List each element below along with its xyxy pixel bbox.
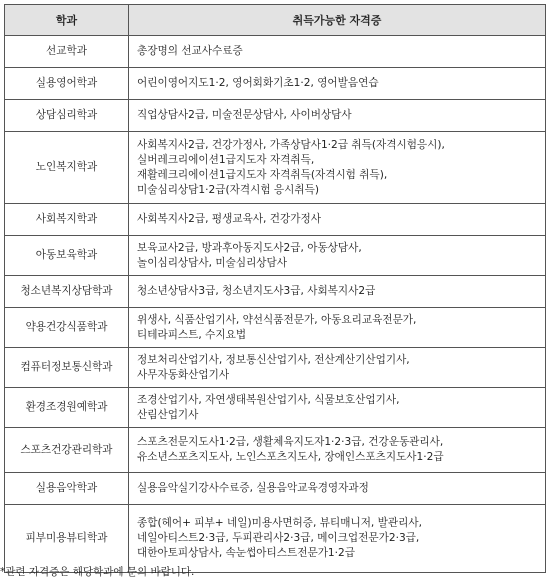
certificates-cell [129,132,546,204]
certificate-line: 유소년스포츠지도사, 노인스포츠지도사, 장애인스포츠지도사1·2급 [137,451,444,463]
certificates-cell [129,428,546,473]
certificate-table [4,4,546,573]
department-cell: 실용음악학과 [5,473,129,505]
certificate-line: 위생사, 식품산업기사, 약선식품전문가, 아동요리교육전문가, [137,313,417,326]
department-cell: 아동보육학과 [5,236,129,276]
table-row [5,276,546,308]
table-row [5,505,546,573]
department-cell: 선교학과 [5,36,129,68]
certificate-line: 대한아토피상담사, 속눈썹아티스트전문가1·2급 [137,547,356,559]
table-row [5,236,546,276]
certificate-line: 티테라피스트, 수지요법 [137,328,247,341]
department-cell: 컴퓨터정보통신학과 [5,348,129,388]
table-row [5,36,546,68]
column-header-department: 학과 [5,5,129,36]
certificate-line: 정보처리산업기사, 정보통신산업기사, 전산계산기산업기사, [137,353,410,366]
department-cell: 상담심리학과 [5,100,129,132]
table-row [5,204,546,236]
certificate-line: 직업상담사2급, 미술전문상담사, 사이버상담사 [137,109,352,121]
column-header-certificates: 취득가능한 자격증 [129,5,546,36]
certificates-cell [129,204,546,236]
certificates-cell [129,388,546,428]
certificate-line: 실용음악실기강사수료증, 실용음악교육경영자과정 [137,482,369,494]
certificate-line: 총장명의 선교사수료증 [137,45,243,57]
certificate-line: 조경산업기사, 자연생태복원산업기사, 식물보호산업기사, [137,393,400,406]
certificate-line: 청소년상담사3급, 청소년지도사3급, 사회복지사2급 [137,285,376,297]
certificates-cell [129,36,546,68]
table-row [5,428,546,473]
certificates-cell [129,100,546,132]
certificate-line: 사회복지사2급, 평생교육사, 건강가정사 [137,213,321,225]
table-row [5,348,546,388]
department-cell: 실용영어학과 [5,68,129,100]
table-row [5,388,546,428]
certificate-line: 보육교사2급, 방과후아동지도사2급, 아동상담사, [137,241,362,254]
table-row [5,100,546,132]
certificate-line: 놀이심리상담사, 미술심리상담사 [137,256,288,269]
table-row [5,68,546,100]
table-row [5,473,546,505]
department-cell: 청소년복지상담학과 [5,276,129,308]
footnote: *관련 자격증은 해당학과에 문의 바랍니다. [0,566,195,578]
certificate-line: 어린이영어지도1·2, 영어회화기초1·2, 영어발음연습 [137,77,379,89]
department-cell: 노인복지학과 [5,132,129,204]
table-row [5,308,546,348]
certificates-cell [129,236,546,276]
certificates-cell [129,505,546,573]
department-cell: 피부미용뷰티학과 [5,505,129,573]
certificate-line: 실버레크리에이션1급지도자 자격취득, [137,153,315,166]
certificate-line: 재활레크리에이션1급지도자 자격취득(자격시험 취득), [137,168,388,181]
table-body [5,36,546,573]
department-cell: 사회복지학과 [5,204,129,236]
certificates-cell [129,68,546,100]
certificates-cell [129,308,546,348]
certificate-line: 사회복지사2급, 건강가정사, 가족상담사1·2급 취득(자격시험응시), [137,138,445,151]
department-cell: 약용건강식품학과 [5,308,129,348]
certificates-cell [129,473,546,505]
certificate-line: 네일아티스트2·3급, 두피관리사2·3급, 메이크업전문가2·3급, [137,532,420,544]
certificate-line: 산림산업기사 [137,408,199,421]
certificates-cell [129,348,546,388]
certificate-line: 미술심리상담1·2급(자격시험 응시취득) [137,183,319,196]
certificate-line: 스포츠전문지도사1·2급, 생활체육지도자1·2·3급, 건강운동관리사, [137,436,444,448]
table-header-row [5,5,546,36]
table-row [5,132,546,204]
certificates-cell [129,276,546,308]
department-cell: 스포츠건강관리학과 [5,428,129,473]
certificate-line: 사무자동화산업기사 [137,368,230,381]
department-cell: 환경조경원예학과 [5,388,129,428]
certificate-line: 종합(헤어+ 피부+ 네일)미용사면허증, 뷰티매니저, 발관리사, [137,517,422,529]
